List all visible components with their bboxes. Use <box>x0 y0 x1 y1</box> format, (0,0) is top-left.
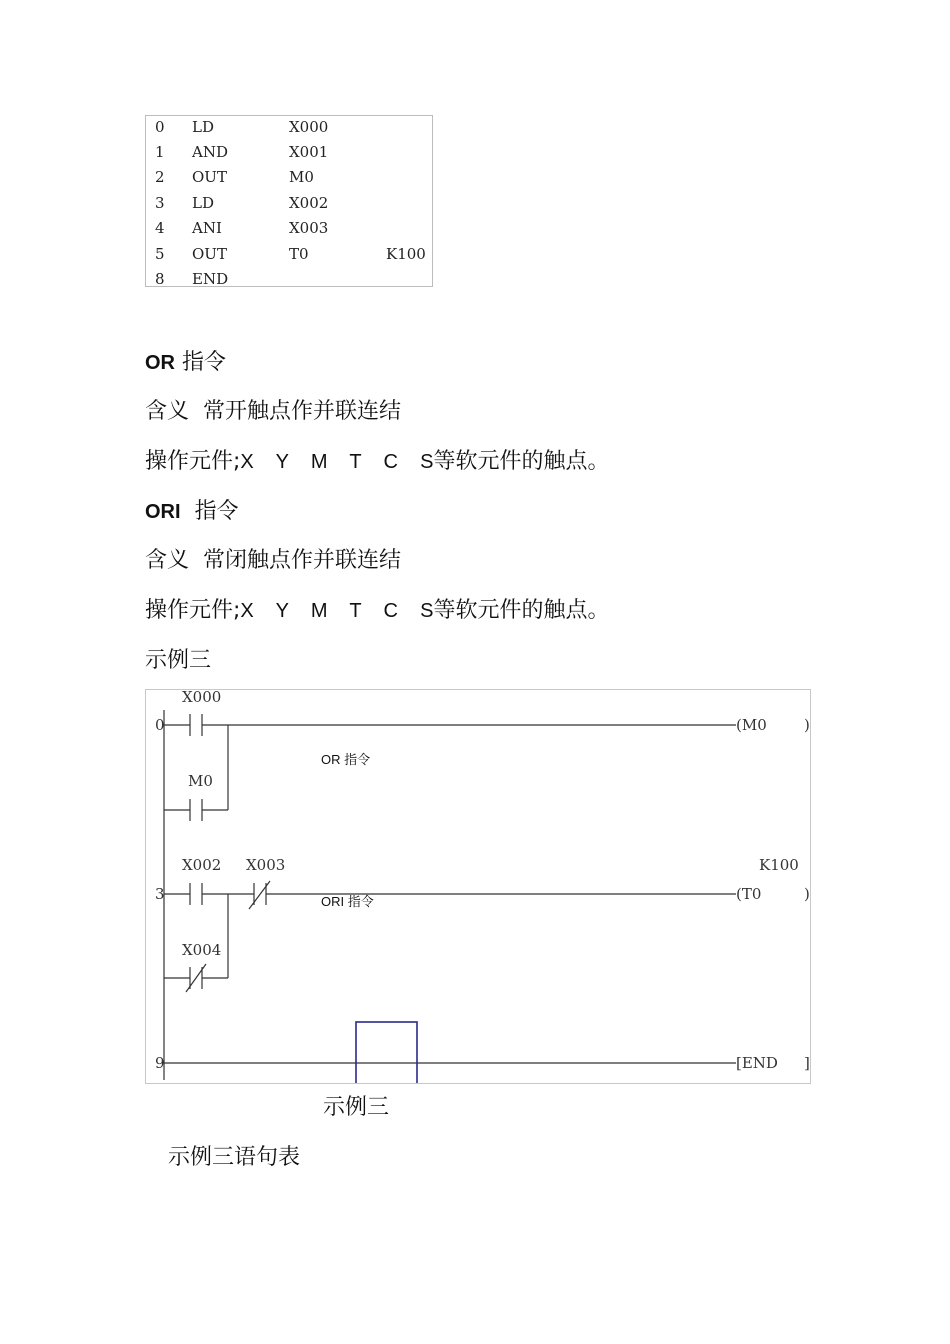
il-device: X000 <box>289 118 329 136</box>
il-op: AND <box>192 143 228 161</box>
coil-t0-end: ) <box>804 885 810 903</box>
il-row <box>146 118 432 143</box>
ori-operands-prefix: 操作元件; <box>145 598 241 623</box>
il-step: 5 <box>155 245 165 263</box>
figure-caption: 示例三 <box>323 1095 390 1120</box>
il-op: OUT <box>192 168 227 186</box>
contact-x003-slash <box>249 881 270 909</box>
contact-label-x002: X002 <box>182 856 222 874</box>
ori-operands <box>145 593 609 624</box>
contact-label-x003: X003 <box>246 856 286 874</box>
instruction-table-heading: 示例三语句表 <box>168 1145 301 1170</box>
coil-t0: (T0 <box>736 885 762 903</box>
or-code: OR <box>145 352 175 374</box>
ori-annotation: ORI 指令 <box>321 894 374 909</box>
il-device: X001 <box>289 143 329 161</box>
or-annotation: OR 指令 <box>321 752 371 767</box>
il-op: END <box>192 270 229 288</box>
ori-heading-text: 指令 <box>194 499 239 524</box>
il-constant: K100 <box>386 245 426 263</box>
example-heading: 示例三 <box>145 648 212 673</box>
end-instruction: [END <box>736 1054 778 1072</box>
ladder-svg <box>146 690 811 1084</box>
il-op: LD <box>192 194 214 212</box>
end-instruction-close: ] <box>804 1054 810 1072</box>
contact-label-x004: X004 <box>182 941 222 959</box>
or-heading <box>145 345 226 376</box>
ladder-diagram <box>145 689 811 1084</box>
ori-heading <box>145 494 239 525</box>
or-operands <box>145 444 609 475</box>
il-step: 0 <box>155 118 165 136</box>
ori-meaning: 含义 常闭触点作并联连结 <box>145 548 401 573</box>
il-row <box>146 270 432 295</box>
il-step: 8 <box>155 270 165 288</box>
il-op: OUT <box>192 245 227 263</box>
il-row <box>146 194 432 219</box>
or-heading-text: 指令 <box>182 350 227 375</box>
il-step: 4 <box>155 219 165 237</box>
il-row <box>146 168 432 193</box>
ori-operands-list: X Y M T C S <box>240 600 434 622</box>
or-operands-list: X Y M T C S <box>240 451 434 473</box>
rung-step-9: 9 <box>155 1054 165 1072</box>
il-device: M0 <box>289 168 314 186</box>
coil-m0: (M0 <box>736 716 767 734</box>
il-step: 3 <box>155 194 165 212</box>
il-device: T0 <box>289 245 309 263</box>
coil-param-k100: K100 <box>759 856 799 874</box>
il-step: 2 <box>155 168 165 186</box>
il-row <box>146 219 432 244</box>
selection-cursor <box>356 1022 417 1084</box>
il-step: 1 <box>155 143 165 161</box>
coil-m0-end: ) <box>804 716 810 734</box>
or-operands-suffix: 等软元件的触点。 <box>433 449 610 474</box>
ori-code: ORI <box>145 501 181 523</box>
or-meaning: 含义 常开触点作并联连结 <box>145 399 401 424</box>
instruction-list-table <box>145 115 433 287</box>
il-row <box>146 245 432 270</box>
contact-label-x000: X000 <box>182 690 222 706</box>
il-op: LD <box>192 118 214 136</box>
il-device: X003 <box>289 219 329 237</box>
il-device: X002 <box>289 194 329 212</box>
ori-operands-suffix: 等软元件的触点。 <box>433 598 610 623</box>
il-op: ANI <box>192 219 222 237</box>
or-operands-prefix: 操作元件; <box>145 449 241 474</box>
rung-step-3: 3 <box>155 885 165 903</box>
rung-step-0: 0 <box>155 716 165 734</box>
il-row <box>146 143 432 168</box>
contact-label-m0: M0 <box>188 772 213 790</box>
